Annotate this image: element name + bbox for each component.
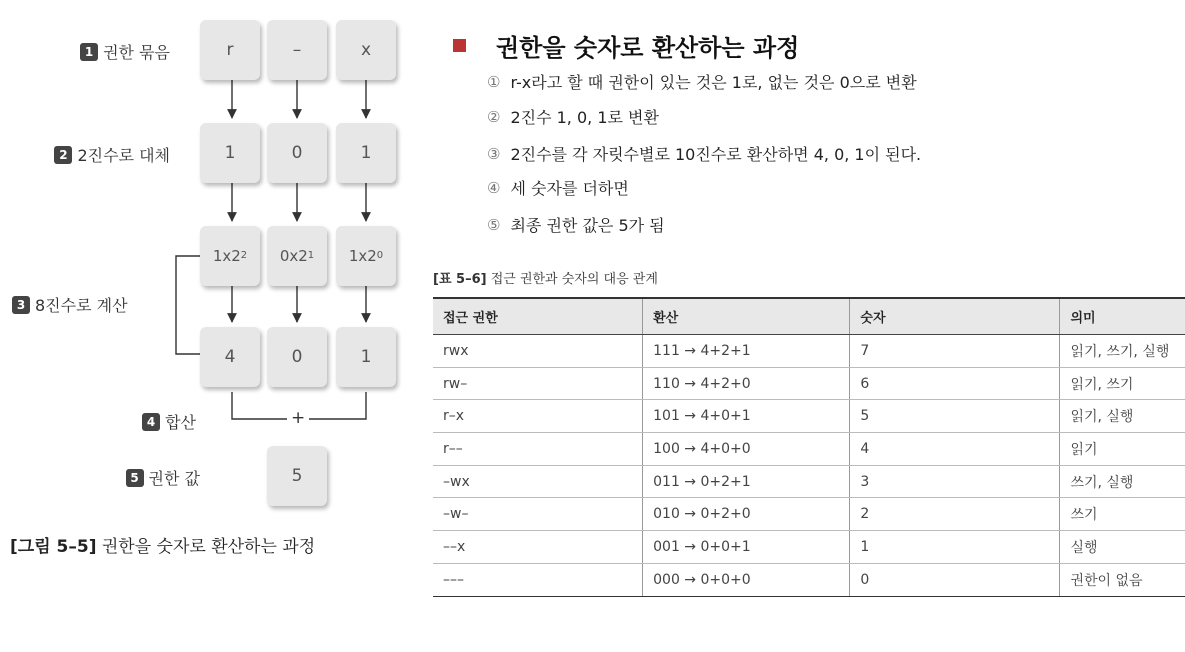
section-title (453, 28, 799, 63)
table-cell: 2 (850, 498, 1060, 531)
step-1-label (80, 40, 170, 63)
table-caption (433, 268, 658, 287)
calc-base: 1x2 (212, 247, 241, 265)
table-header-row (433, 298, 1185, 335)
list-item-text: 최종 권한 값은 5가 됨 (510, 216, 665, 235)
figure-caption (10, 532, 315, 557)
permission-figure (0, 0, 420, 652)
list-item (487, 142, 921, 165)
step-5-label (126, 466, 200, 489)
calc-base: 1x2 (348, 247, 377, 265)
step-label-text: 8진수로 계산 (35, 296, 128, 315)
table-cell: 쓰기, 실행 (1060, 465, 1185, 498)
table-cell: 101 → 4+0+1 (643, 400, 850, 433)
table-row (433, 367, 1185, 400)
table-cell: 읽기 (1060, 433, 1185, 466)
table-cell: 읽기, 쓰기 (1060, 367, 1185, 400)
table-cell: ––– (433, 563, 643, 596)
table-caption-label: [표 5–6] (433, 272, 487, 287)
circled-number: ④ (487, 178, 501, 197)
step-number-badge: 2 (54, 146, 72, 164)
table-row (433, 498, 1185, 531)
binary-box: 1 (200, 123, 260, 183)
square-bullet-icon (453, 39, 466, 52)
list-item-text: 2진수 1, 0, 1로 변환 (510, 108, 659, 127)
table-cell: 읽기, 쓰기, 실행 (1060, 335, 1185, 368)
figure-caption-label: [그림 5–5] (10, 537, 97, 557)
column-header: 환산 (643, 298, 850, 335)
table-cell: r–x (433, 400, 643, 433)
table-cell: 111 → 4+2+1 (643, 335, 850, 368)
table-cell: 010 → 0+2+0 (643, 498, 850, 531)
step-number-badge: 5 (126, 469, 144, 487)
list-item-text: 2진수를 각 자릿수별로 10진수로 환산하면 4, 0, 1이 된다. (510, 145, 922, 164)
table-cell: rwx (433, 335, 643, 368)
list-item-text: r-x라고 할 때 권한이 있는 것은 1로, 없는 것은 0으로 변환 (510, 73, 917, 92)
list-item (487, 213, 665, 236)
table-cell: 권한이 없음 (1060, 563, 1185, 596)
table-cell: –wx (433, 465, 643, 498)
step-number-badge: 4 (142, 413, 160, 431)
table-cell: 6 (850, 367, 1060, 400)
table-cell: 000 → 0+0+0 (643, 563, 850, 596)
list-item (487, 70, 917, 93)
table-cell: 110 → 4+2+0 (643, 367, 850, 400)
circled-number: ① (487, 72, 501, 91)
table-cell: r–– (433, 433, 643, 466)
table-cell: rw– (433, 367, 643, 400)
calc-bracket (176, 256, 200, 354)
table-caption-text: 접근 권한과 숫자의 대응 관계 (486, 272, 658, 287)
figure-caption-text: 권한을 숫자로 환산하는 과정 (96, 537, 316, 557)
permission-table (433, 297, 1185, 597)
step-number-badge: 3 (12, 296, 30, 314)
table-row (433, 335, 1185, 368)
step-label-text: 권한 값 (148, 469, 200, 488)
list-item-text: 세 숫자를 더하면 (510, 179, 629, 198)
sum-symbol: + (287, 408, 309, 428)
step-4-label (142, 410, 196, 433)
table-cell: 0 (850, 563, 1060, 596)
table-cell: 3 (850, 465, 1060, 498)
result-box: 1 (336, 327, 396, 387)
calc-box: 0x2 1 (267, 226, 327, 286)
bundle-box: x (336, 20, 396, 80)
result-box: 0 (267, 327, 327, 387)
step-3-label (12, 293, 128, 316)
column-header: 의미 (1060, 298, 1185, 335)
table-cell: ––x (433, 531, 643, 564)
section-title-text: 권한을 숫자로 환산하는 과정 (496, 34, 800, 62)
table-cell: 1 (850, 531, 1060, 564)
column-header: 숫자 (850, 298, 1060, 335)
bundle-box: r (200, 20, 260, 80)
step-label-text: 2진수로 대체 (77, 146, 170, 165)
table-row (433, 400, 1185, 433)
table-row (433, 465, 1185, 498)
step-label-text: 합산 (165, 413, 196, 432)
list-item (487, 176, 629, 199)
table-cell: 4 (850, 433, 1060, 466)
calc-box: 1x2 0 (336, 226, 396, 286)
table-cell: 001 → 0+0+1 (643, 531, 850, 564)
bundle-box: – (267, 20, 327, 80)
table-cell: 쓰기 (1060, 498, 1185, 531)
table-cell: 7 (850, 335, 1060, 368)
list-item (487, 105, 659, 128)
table-cell: 100 → 4+0+0 (643, 433, 850, 466)
calc-base: 0x2 (279, 247, 308, 265)
table-cell: 읽기, 실행 (1060, 400, 1185, 433)
result-box: 4 (200, 327, 260, 387)
step-2-label (54, 143, 170, 166)
circled-number: ③ (487, 144, 501, 163)
table-row (433, 563, 1185, 596)
binary-box: 0 (267, 123, 327, 183)
step-number-badge: 1 (80, 43, 98, 61)
table-cell: 실행 (1060, 531, 1185, 564)
column-header: 접근 권한 (433, 298, 643, 335)
step-label-text: 권한 묶음 (103, 43, 170, 62)
circled-number: ⑤ (487, 215, 501, 234)
circled-number: ② (487, 107, 501, 126)
table-cell: 5 (850, 400, 1060, 433)
binary-box: 1 (336, 123, 396, 183)
table-row (433, 531, 1185, 564)
table-cell: 011 → 0+2+1 (643, 465, 850, 498)
table-row (433, 433, 1185, 466)
calc-box: 1x2 2 (200, 226, 260, 286)
table-cell: –w– (433, 498, 643, 531)
final-value-box: 5 (267, 446, 327, 506)
